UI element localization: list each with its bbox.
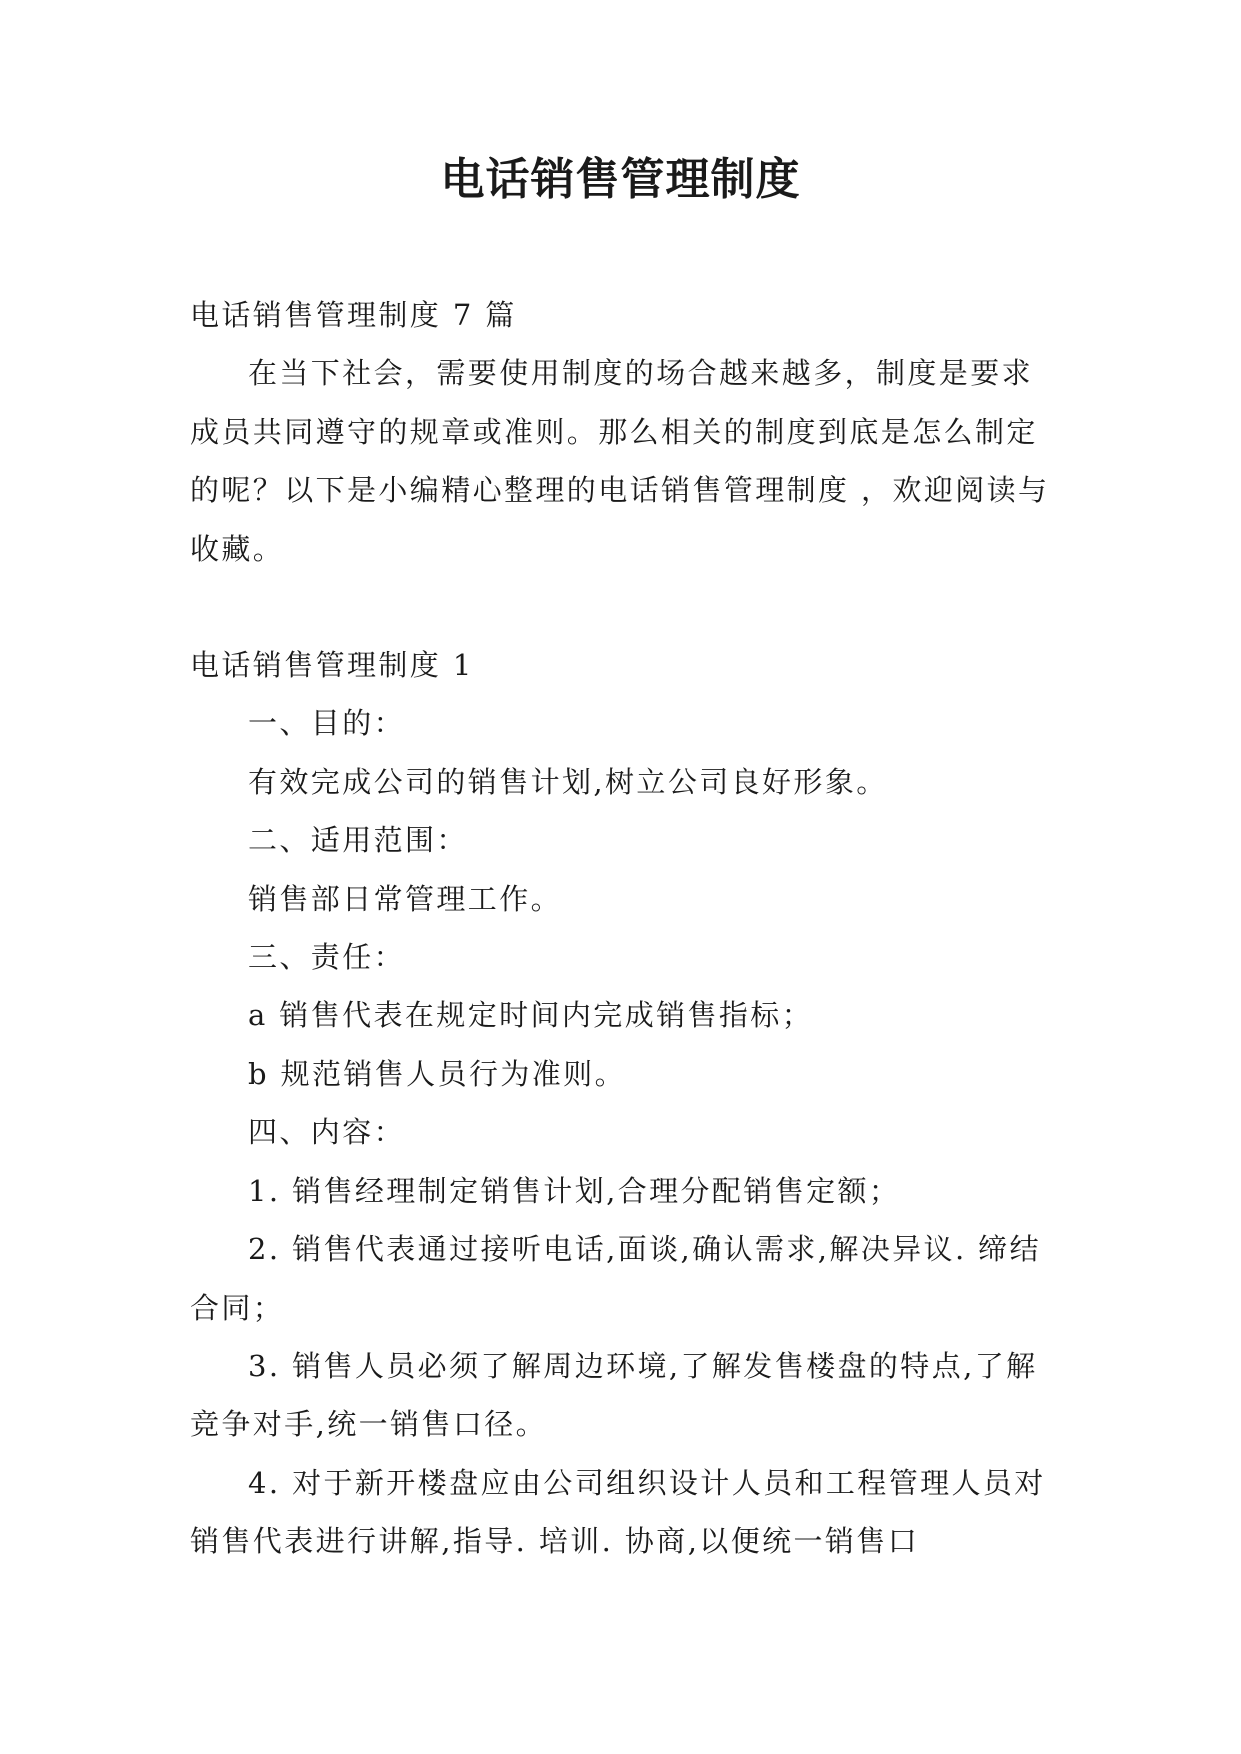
content-item-3: 3. 销售人员必须了解周边环境,了解发售楼盘的特点,了解竞争对手,统一销售口径。	[190, 1348, 1038, 1442]
paragraph-scope: 销售部日常管理工作。	[248, 881, 563, 916]
list-item-a: a 销售代表在规定时间内完成销售指标；	[248, 998, 814, 1033]
heading-content: 四、内容：	[248, 1115, 406, 1150]
content-item-2: 2. 销售代表通过接听电话,面谈,确认需求,解决异议. 缔结合同；	[190, 1232, 1041, 1325]
list-item-b: b 规范销售人员行为准则。	[248, 1056, 626, 1091]
section-heading: 电话销售管理制度 1	[190, 648, 474, 683]
content-item-1: 1. 销售经理制定销售计划,合理分配销售定额；	[248, 1173, 901, 1208]
heading-scope: 二、适用范围：	[248, 823, 468, 858]
heading-purpose: 一、目的：	[248, 706, 406, 741]
intro-paragraph: 在当下社会，需要使用制度的场合越来越多，制度是要求成员共同遵守的规章或准则。那么相关的制度到底是怎么制定的呢？以下是小编精心整理的电话销售管理制度 ，欢迎阅读与收藏。	[190, 356, 1050, 566]
paragraph-purpose: 有效完成公司的销售计划,树立公司良好形象。	[248, 764, 888, 799]
document-title: 电话销售管理制度	[440, 154, 801, 205]
heading-responsibility: 三、责任：	[248, 940, 406, 975]
section-spacer	[190, 578, 1056, 636]
content-item-4: 4. 对于新开楼盘应由公司组织设计人员和工程管理人员对销售代表进行讲解,指导. 培训. 协商,以便统一销售口	[190, 1465, 1046, 1559]
document-body	[190, 286, 1056, 1571]
document-subtitle: 电话销售管理制度 7 篇	[190, 298, 517, 332]
